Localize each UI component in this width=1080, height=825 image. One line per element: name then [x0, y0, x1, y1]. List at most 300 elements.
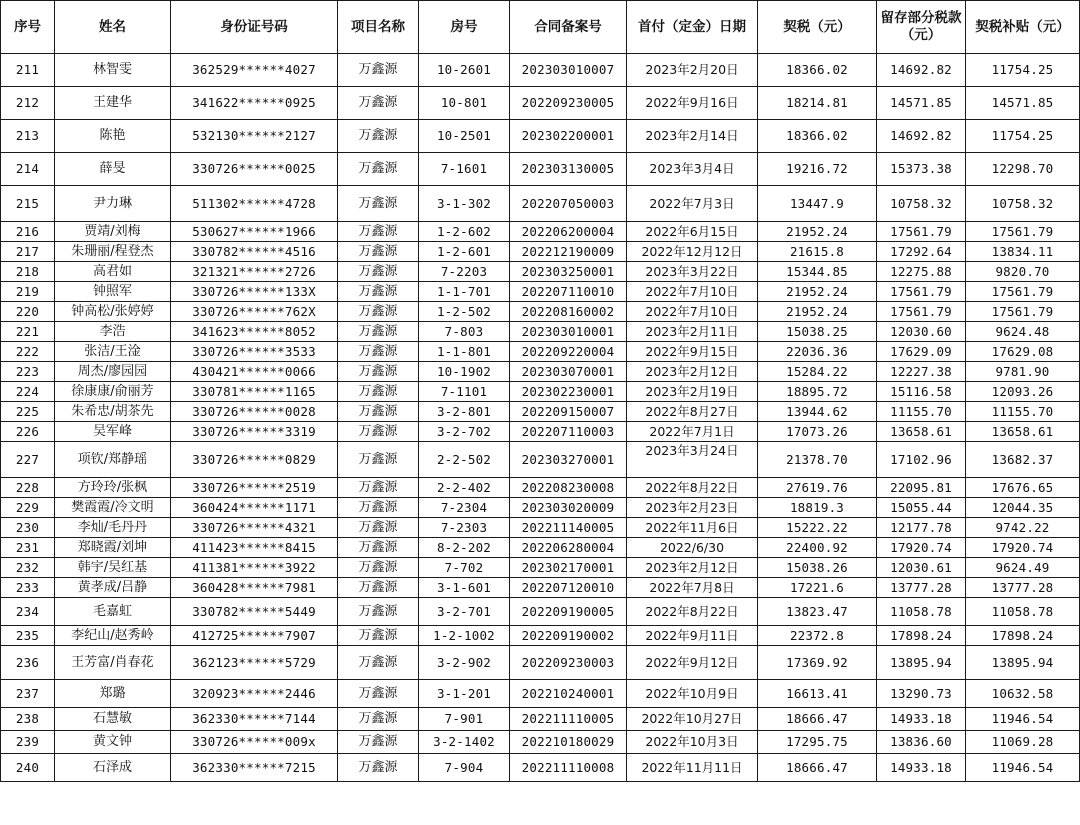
cell-date: 2023年2月11日 — [627, 322, 758, 342]
cell-subsidy: 11155.70 — [966, 402, 1080, 422]
cell-subsidy: 11754.25 — [966, 54, 1080, 87]
cell-room: 10-2501 — [419, 120, 510, 153]
cell-project: 万鑫源 — [338, 322, 419, 342]
cell-name: 项钦/郑静瑶 — [55, 442, 171, 478]
cell-date: 2022年9月12日 — [627, 646, 758, 680]
cell-retained: 11058.78 — [877, 598, 966, 626]
cell-id: 411381******3922 — [171, 558, 338, 578]
cell-id: 412725******7907 — [171, 626, 338, 646]
cell-date: 2022年8月22日 — [627, 598, 758, 626]
cell-contract: 202208160002 — [510, 302, 627, 322]
cell-room: 7-1101 — [419, 382, 510, 402]
cell-subsidy: 17629.08 — [966, 342, 1080, 362]
table-row — [1, 186, 1080, 222]
table-row — [1, 498, 1080, 518]
cell-retained: 12030.61 — [877, 558, 966, 578]
cell-subsidy: 9742.22 — [966, 518, 1080, 538]
cell-name: 钟高松/张婷婷 — [55, 302, 171, 322]
cell-seq: 236 — [1, 646, 55, 680]
cell-retained: 15116.58 — [877, 382, 966, 402]
cell-seq: 240 — [1, 754, 55, 782]
cell-tax: 18366.02 — [758, 54, 877, 87]
cell-seq: 213 — [1, 120, 55, 153]
cell-subsidy: 17561.79 — [966, 302, 1080, 322]
cell-project: 万鑫源 — [338, 342, 419, 362]
table-row — [1, 518, 1080, 538]
cell-room: 7-702 — [419, 558, 510, 578]
cell-contract: 202207110010 — [510, 282, 627, 302]
cell-project: 万鑫源 — [338, 186, 419, 222]
cell-subsidy: 11754.25 — [966, 120, 1080, 153]
cell-date: 2023年2月23日 — [627, 498, 758, 518]
cell-tax: 17073.26 — [758, 422, 877, 442]
header-date: 首付（定金）日期 — [627, 1, 758, 54]
cell-project: 万鑫源 — [338, 282, 419, 302]
cell-tax: 21952.24 — [758, 282, 877, 302]
cell-subsidy: 17561.79 — [966, 222, 1080, 242]
cell-tax: 13944.62 — [758, 402, 877, 422]
cell-date: 2022年10月3日 — [627, 731, 758, 754]
cell-id: 411423******8415 — [171, 538, 338, 558]
cell-seq: 221 — [1, 322, 55, 342]
cell-project: 万鑫源 — [338, 708, 419, 731]
cell-room: 1-1-801 — [419, 342, 510, 362]
cell-date: 2023年2月14日 — [627, 120, 758, 153]
cell-subsidy: 9781.90 — [966, 362, 1080, 382]
table-row — [1, 578, 1080, 598]
table-row — [1, 342, 1080, 362]
cell-project: 万鑫源 — [338, 578, 419, 598]
cell-tax: 17221.6 — [758, 578, 877, 598]
cell-project: 万鑫源 — [338, 242, 419, 262]
cell-room: 3-2-902 — [419, 646, 510, 680]
cell-retained: 14933.18 — [877, 708, 966, 731]
cell-project: 万鑫源 — [338, 222, 419, 242]
cell-tax: 18666.47 — [758, 754, 877, 782]
cell-id: 330782******4516 — [171, 242, 338, 262]
cell-tax: 13447.9 — [758, 186, 877, 222]
table-row — [1, 120, 1080, 153]
cell-name: 黄文钟 — [55, 731, 171, 754]
cell-date: 2022年10月9日 — [627, 680, 758, 708]
cell-project: 万鑫源 — [338, 153, 419, 186]
cell-contract: 202303020009 — [510, 498, 627, 518]
cell-date: 2022/6/30 — [627, 538, 758, 558]
cell-retained: 13290.73 — [877, 680, 966, 708]
cell-date: 2022年11月6日 — [627, 518, 758, 538]
cell-id: 330726******4321 — [171, 518, 338, 538]
cell-id: 330726******133X — [171, 282, 338, 302]
cell-date: 2022年7月10日 — [627, 302, 758, 322]
cell-id: 362330******7215 — [171, 754, 338, 782]
cell-seq: 212 — [1, 87, 55, 120]
header-name: 姓名 — [55, 1, 171, 54]
cell-tax: 18214.81 — [758, 87, 877, 120]
cell-contract: 202303270001 — [510, 442, 627, 478]
cell-room: 7-904 — [419, 754, 510, 782]
cell-tax: 21952.24 — [758, 302, 877, 322]
cell-date: 2023年2月12日 — [627, 362, 758, 382]
cell-name: 吴军峰 — [55, 422, 171, 442]
cell-contract: 202209230003 — [510, 646, 627, 680]
cell-tax: 15038.25 — [758, 322, 877, 342]
cell-project: 万鑫源 — [338, 731, 419, 754]
cell-project: 万鑫源 — [338, 302, 419, 322]
cell-tax: 17369.92 — [758, 646, 877, 680]
header-contract: 合同备案号 — [510, 1, 627, 54]
cell-date: 2022年10月27日 — [627, 708, 758, 731]
table-row — [1, 382, 1080, 402]
cell-room: 3-2-701 — [419, 598, 510, 626]
cell-retained: 17561.79 — [877, 282, 966, 302]
cell-retained: 11155.70 — [877, 402, 966, 422]
cell-contract: 202209190005 — [510, 598, 627, 626]
cell-project: 万鑫源 — [338, 87, 419, 120]
cell-subsidy: 9820.70 — [966, 262, 1080, 282]
cell-contract: 202206280004 — [510, 538, 627, 558]
cell-room: 7-2303 — [419, 518, 510, 538]
table-row — [1, 54, 1080, 87]
cell-retained: 17292.64 — [877, 242, 966, 262]
cell-tax: 15344.85 — [758, 262, 877, 282]
cell-id: 362330******7144 — [171, 708, 338, 731]
cell-id: 362529******4027 — [171, 54, 338, 87]
cell-tax: 18366.02 — [758, 120, 877, 153]
cell-date: 2023年2月19日 — [627, 382, 758, 402]
cell-subsidy: 12093.26 — [966, 382, 1080, 402]
cell-contract: 202303130005 — [510, 153, 627, 186]
cell-id: 530627******1966 — [171, 222, 338, 242]
cell-retained: 14692.82 — [877, 120, 966, 153]
cell-contract: 202209190002 — [510, 626, 627, 646]
cell-room: 10-2601 — [419, 54, 510, 87]
cell-name: 朱珊丽/程登杰 — [55, 242, 171, 262]
cell-seq: 235 — [1, 626, 55, 646]
cell-id: 330726******009x — [171, 731, 338, 754]
cell-seq: 239 — [1, 731, 55, 754]
cell-room: 1-2-502 — [419, 302, 510, 322]
cell-name: 尹力琳 — [55, 186, 171, 222]
cell-room: 1-1-701 — [419, 282, 510, 302]
cell-retained: 13895.94 — [877, 646, 966, 680]
cell-date: 2022年8月27日 — [627, 402, 758, 422]
header-retained: 留存部分税款（元） — [877, 1, 966, 54]
cell-seq: 216 — [1, 222, 55, 242]
table-row — [1, 362, 1080, 382]
cell-seq: 214 — [1, 153, 55, 186]
cell-project: 万鑫源 — [338, 518, 419, 538]
cell-retained: 10758.32 — [877, 186, 966, 222]
cell-retained: 14933.18 — [877, 754, 966, 782]
cell-id: 341623******8052 — [171, 322, 338, 342]
table-row — [1, 87, 1080, 120]
table-row — [1, 402, 1080, 422]
cell-date: 2022年12月12日 — [627, 242, 758, 262]
cell-room: 1-2-602 — [419, 222, 510, 242]
cell-retained: 15055.44 — [877, 498, 966, 518]
cell-name: 郑晓霞/刘坤 — [55, 538, 171, 558]
cell-subsidy: 13658.61 — [966, 422, 1080, 442]
cell-retained: 17920.74 — [877, 538, 966, 558]
cell-name: 黄孝成/吕静 — [55, 578, 171, 598]
cell-tax: 22372.8 — [758, 626, 877, 646]
cell-tax: 22400.92 — [758, 538, 877, 558]
header-tax: 契税（元） — [758, 1, 877, 54]
cell-id: 341622******0925 — [171, 87, 338, 120]
cell-subsidy: 10632.58 — [966, 680, 1080, 708]
cell-name: 林智雯 — [55, 54, 171, 87]
cell-seq: 224 — [1, 382, 55, 402]
table-row — [1, 478, 1080, 498]
cell-project: 万鑫源 — [338, 558, 419, 578]
cell-seq: 234 — [1, 598, 55, 626]
table-row — [1, 302, 1080, 322]
cell-tax: 13823.47 — [758, 598, 877, 626]
cell-name: 陈艳 — [55, 120, 171, 153]
cell-seq: 238 — [1, 708, 55, 731]
cell-retained: 15373.38 — [877, 153, 966, 186]
cell-project: 万鑫源 — [338, 754, 419, 782]
cell-seq: 226 — [1, 422, 55, 442]
cell-project: 万鑫源 — [338, 626, 419, 646]
cell-contract: 202208230008 — [510, 478, 627, 498]
cell-date: 2022年11月11日 — [627, 754, 758, 782]
cell-tax: 22036.36 — [758, 342, 877, 362]
cell-id: 360428******7981 — [171, 578, 338, 598]
cell-subsidy: 13682.37 — [966, 442, 1080, 478]
cell-retained: 17629.09 — [877, 342, 966, 362]
table-row — [1, 680, 1080, 708]
cell-subsidy: 17920.74 — [966, 538, 1080, 558]
cell-name: 石泽成 — [55, 754, 171, 782]
cell-retained: 17561.79 — [877, 222, 966, 242]
cell-date: 2022年9月11日 — [627, 626, 758, 646]
cell-retained: 13777.28 — [877, 578, 966, 598]
cell-contract: 202302200001 — [510, 120, 627, 153]
cell-contract: 202210240001 — [510, 680, 627, 708]
cell-room: 3-2-1402 — [419, 731, 510, 754]
cell-seq: 229 — [1, 498, 55, 518]
cell-room: 7-2203 — [419, 262, 510, 282]
table-row — [1, 242, 1080, 262]
cell-project: 万鑫源 — [338, 54, 419, 87]
cell-project: 万鑫源 — [338, 498, 419, 518]
cell-date: 2023年2月12日 — [627, 558, 758, 578]
cell-contract: 202302170001 — [510, 558, 627, 578]
cell-subsidy: 17676.65 — [966, 478, 1080, 498]
cell-project: 万鑫源 — [338, 382, 419, 402]
header-subsidy: 契税补贴（元） — [966, 1, 1080, 54]
cell-room: 1-2-1002 — [419, 626, 510, 646]
cell-name: 樊霞霞/冷文明 — [55, 498, 171, 518]
cell-subsidy: 11946.54 — [966, 754, 1080, 782]
cell-tax: 21615.8 — [758, 242, 877, 262]
cell-seq: 217 — [1, 242, 55, 262]
cell-retained: 22095.81 — [877, 478, 966, 498]
cell-retained: 13836.60 — [877, 731, 966, 754]
cell-tax: 18819.3 — [758, 498, 877, 518]
cell-room: 3-1-302 — [419, 186, 510, 222]
cell-name: 王建华 — [55, 87, 171, 120]
cell-seq: 227 — [1, 442, 55, 478]
cell-seq: 211 — [1, 54, 55, 87]
cell-room: 7-803 — [419, 322, 510, 342]
cell-seq: 223 — [1, 362, 55, 382]
cell-tax: 18895.72 — [758, 382, 877, 402]
cell-contract: 202303250001 — [510, 262, 627, 282]
cell-retained: 17898.24 — [877, 626, 966, 646]
cell-name: 石慧敏 — [55, 708, 171, 731]
cell-retained: 12030.60 — [877, 322, 966, 342]
cell-project: 万鑫源 — [338, 402, 419, 422]
cell-id: 330781******1165 — [171, 382, 338, 402]
cell-tax: 21378.70 — [758, 442, 877, 478]
cell-id: 360424******1171 — [171, 498, 338, 518]
cell-contract: 202302230001 — [510, 382, 627, 402]
cell-seq: 228 — [1, 478, 55, 498]
cell-name: 周杰/廖园园 — [55, 362, 171, 382]
cell-tax: 27619.76 — [758, 478, 877, 498]
cell-name: 朱希忠/胡茶先 — [55, 402, 171, 422]
header-room: 房号 — [419, 1, 510, 54]
cell-seq: 220 — [1, 302, 55, 322]
cell-id: 330782******5449 — [171, 598, 338, 626]
cell-date: 2022年8月22日 — [627, 478, 758, 498]
cell-name: 高君如 — [55, 262, 171, 282]
cell-subsidy: 9624.48 — [966, 322, 1080, 342]
cell-id: 320923******2446 — [171, 680, 338, 708]
table-row — [1, 708, 1080, 731]
cell-id: 330726******762X — [171, 302, 338, 322]
cell-contract: 202211110005 — [510, 708, 627, 731]
table-row — [1, 558, 1080, 578]
cell-subsidy: 11946.54 — [966, 708, 1080, 731]
cell-tax: 16613.41 — [758, 680, 877, 708]
cell-project: 万鑫源 — [338, 120, 419, 153]
cell-seq: 231 — [1, 538, 55, 558]
header-row — [1, 1, 1080, 54]
cell-project: 万鑫源 — [338, 598, 419, 626]
table-body — [1, 54, 1080, 782]
cell-contract: 202207120010 — [510, 578, 627, 598]
cell-id: 511302******4728 — [171, 186, 338, 222]
cell-subsidy: 12044.35 — [966, 498, 1080, 518]
cell-room: 7-2304 — [419, 498, 510, 518]
cell-retained: 12227.38 — [877, 362, 966, 382]
cell-id: 532130******2127 — [171, 120, 338, 153]
cell-date: 2022年6月15日 — [627, 222, 758, 242]
table-row — [1, 262, 1080, 282]
cell-name: 徐康康/俞丽芳 — [55, 382, 171, 402]
cell-retained: 12275.88 — [877, 262, 966, 282]
cell-contract: 202303070001 — [510, 362, 627, 382]
cell-retained: 13658.61 — [877, 422, 966, 442]
cell-room: 10-1902 — [419, 362, 510, 382]
cell-room: 10-801 — [419, 87, 510, 120]
cell-contract: 202303010001 — [510, 322, 627, 342]
cell-name: 李灿/毛丹丹 — [55, 518, 171, 538]
cell-retained: 14571.85 — [877, 87, 966, 120]
cell-date: 2023年3月22日 — [627, 262, 758, 282]
cell-tax: 18666.47 — [758, 708, 877, 731]
cell-name: 王芳富/肖春花 — [55, 646, 171, 680]
cell-seq: 230 — [1, 518, 55, 538]
cell-id: 330726******2519 — [171, 478, 338, 498]
cell-subsidy: 13895.94 — [966, 646, 1080, 680]
cell-project: 万鑫源 — [338, 680, 419, 708]
cell-seq: 218 — [1, 262, 55, 282]
cell-subsidy: 17561.79 — [966, 282, 1080, 302]
cell-subsidy: 14571.85 — [966, 87, 1080, 120]
cell-subsidy: 12298.70 — [966, 153, 1080, 186]
cell-date: 2022年7月1日 — [627, 422, 758, 442]
cell-seq: 233 — [1, 578, 55, 598]
cell-date: 2022年7月3日 — [627, 186, 758, 222]
cell-room: 2-2-502 — [419, 442, 510, 478]
cell-tax: 17295.75 — [758, 731, 877, 754]
cell-tax: 21952.24 — [758, 222, 877, 242]
cell-project: 万鑫源 — [338, 538, 419, 558]
cell-name: 张洁/王淦 — [55, 342, 171, 362]
cell-date: 2023年2月20日 — [627, 54, 758, 87]
cell-room: 3-1-201 — [419, 680, 510, 708]
cell-tax: 15284.22 — [758, 362, 877, 382]
header-project: 项目名称 — [338, 1, 419, 54]
cell-date: 2022年9月16日 — [627, 87, 758, 120]
cell-contract: 202212190009 — [510, 242, 627, 262]
cell-room: 3-1-601 — [419, 578, 510, 598]
cell-project: 万鑫源 — [338, 646, 419, 680]
cell-subsidy: 9624.49 — [966, 558, 1080, 578]
table-row — [1, 422, 1080, 442]
cell-room: 8-2-202 — [419, 538, 510, 558]
table-row — [1, 538, 1080, 558]
cell-project: 万鑫源 — [338, 262, 419, 282]
cell-contract: 202207110003 — [510, 422, 627, 442]
cell-subsidy: 17898.24 — [966, 626, 1080, 646]
cell-id: 362123******5729 — [171, 646, 338, 680]
cell-seq: 222 — [1, 342, 55, 362]
cell-contract: 202209230005 — [510, 87, 627, 120]
cell-seq: 232 — [1, 558, 55, 578]
cell-seq: 219 — [1, 282, 55, 302]
cell-contract: 202303010007 — [510, 54, 627, 87]
cell-name: 毛嘉虹 — [55, 598, 171, 626]
cell-name: 韩宇/吴红基 — [55, 558, 171, 578]
cell-contract: 202209220004 — [510, 342, 627, 362]
cell-subsidy: 10758.32 — [966, 186, 1080, 222]
header-seq: 序号 — [1, 1, 55, 54]
cell-project: 万鑫源 — [338, 478, 419, 498]
cell-subsidy: 11058.78 — [966, 598, 1080, 626]
cell-contract: 202210180029 — [510, 731, 627, 754]
cell-seq: 237 — [1, 680, 55, 708]
cell-subsidy: 11069.28 — [966, 731, 1080, 754]
cell-project: 万鑫源 — [338, 422, 419, 442]
cell-project: 万鑫源 — [338, 362, 419, 382]
cell-room: 7-901 — [419, 708, 510, 731]
cell-contract: 202211140005 — [510, 518, 627, 538]
cell-name: 郑璐 — [55, 680, 171, 708]
cell-room: 1-2-601 — [419, 242, 510, 262]
table-row — [1, 598, 1080, 626]
header-id: 身份证号码 — [171, 1, 338, 54]
cell-contract: 202206200004 — [510, 222, 627, 242]
cell-seq: 215 — [1, 186, 55, 222]
table-row — [1, 282, 1080, 302]
table-row — [1, 754, 1080, 782]
cell-contract: 202211110008 — [510, 754, 627, 782]
